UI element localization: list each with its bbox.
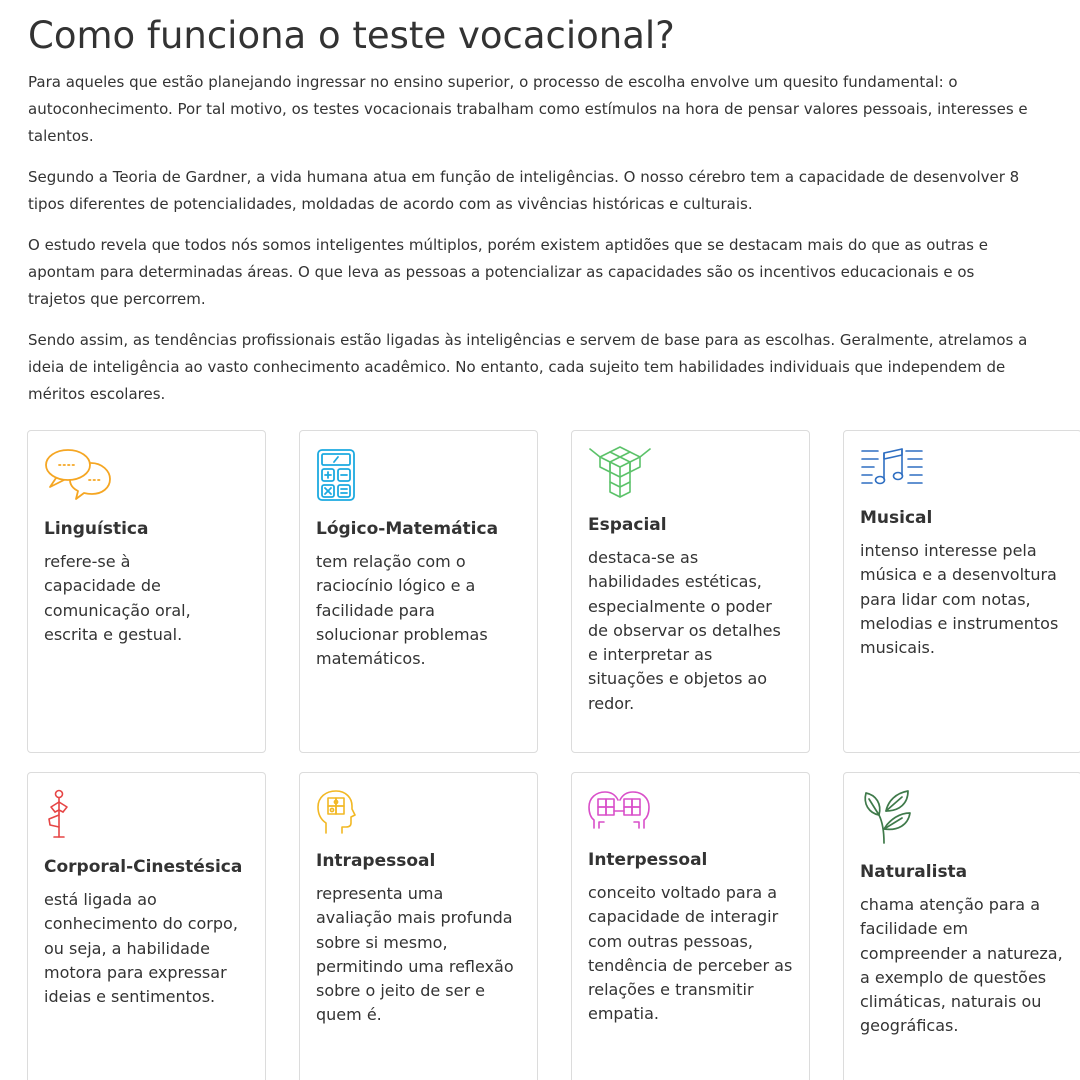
card-logico-matematica bbox=[299, 430, 538, 753]
card-intrapessoal bbox=[299, 772, 538, 1080]
card-description: intenso interesse pela música e a desenvoltura para lidar com notas, melodias e instrumentos musicais. bbox=[860, 541, 1059, 658]
card-description: está ligada ao conhecimento do corpo, ou seja, a habilidade motora para expressar ideias e sentimentos. bbox=[44, 890, 238, 1007]
cubes-icon bbox=[588, 443, 652, 499]
card-corporal-cinestesica bbox=[27, 772, 266, 1080]
card-description: destaca-se as habilidades estéticas, especialmente o poder de observar os detalhes e interpretar as situações e objetos ao redor. bbox=[588, 548, 781, 713]
card-title: Interpessoal bbox=[588, 850, 708, 870]
intro-paragraph: Segundo a Teoria de Gardner, a vida humana atua em função de inteligências. O nosso cérebro tem a capacidade de desenvolver 8 tipos diferentes de potencialidades, moldadas de acordo com as vivências históricas e culturais. bbox=[28, 168, 1020, 213]
card-naturalista bbox=[843, 772, 1080, 1080]
intro-paragraph: Sendo assim, as tendências profissionais estão ligadas às inteligências e servem de base para as escolhas. Geralmente, atrelamos a ideia de inteligência ao vasto conhecimento acadêmico. No entanto, cada sujeito tem habilidades individuais que independem de méritos escolares. bbox=[28, 331, 1028, 403]
card-title: Intrapessoal bbox=[316, 851, 436, 871]
speech-bubbles-icon bbox=[44, 447, 114, 505]
card-description: chama atenção para a facilidade em compreender a natureza, a exemplo de questões climáticas, naturais ou geográficas. bbox=[860, 895, 1063, 1036]
head-puzzle-icon bbox=[316, 789, 356, 835]
card-title: Linguística bbox=[44, 519, 149, 539]
intro-paragraph: Para aqueles que estão planejando ingressar no ensino superior, o processo de escolha envolve um quesito fundamental: o autoconhecimento. Por tal motivo, os testes vocacionais trabalham como estímulos na hora de pensar valores pessoais, interesses e talentos. bbox=[28, 73, 1028, 145]
card-description: conceito voltado para a capacidade de interagir com outras pessoas, tendência de perceber as relações e transmitir empatia. bbox=[588, 883, 793, 1024]
card-title: Espacial bbox=[588, 515, 667, 535]
connected-heads-icon bbox=[588, 788, 650, 830]
card-espacial bbox=[571, 430, 810, 753]
card-description: refere-se à capacidade de comunicação oral, escrita e gestual. bbox=[44, 552, 191, 644]
music-notes-icon bbox=[860, 445, 924, 491]
card-linguistica bbox=[27, 430, 266, 753]
card-title: Musical bbox=[860, 508, 933, 528]
card-title: Corporal-Cinestésica bbox=[44, 857, 243, 877]
card-musical bbox=[843, 430, 1080, 753]
card-title: Naturalista bbox=[860, 862, 968, 882]
page-title: Como funciona o teste vocacional? bbox=[28, 14, 675, 57]
intro-text bbox=[28, 69, 1028, 412]
card-interpessoal bbox=[571, 772, 810, 1080]
yoga-pose-icon bbox=[44, 789, 74, 839]
calculator-icon bbox=[316, 448, 356, 502]
card-description: tem relação com o raciocínio lógico e a facilidade para solucionar problemas matemáticos. bbox=[316, 552, 488, 669]
intro-paragraph: O estudo revela que todos nós somos inteligentes múltiplos, porém existem aptidões que se destacam mais do que as outras e apontam para determinadas áreas. O que leva as pessoas a potencializar as capacidades são os incentivos educacionais e os trajetos que percorrem. bbox=[28, 236, 988, 308]
card-description: representa uma avaliação mais profunda sobre si mesmo, permitindo uma reflexão sobre o jeito de ser e quem é. bbox=[316, 884, 514, 1025]
leaves-icon bbox=[860, 789, 912, 845]
card-title: Lógico-Matemática bbox=[316, 519, 499, 539]
